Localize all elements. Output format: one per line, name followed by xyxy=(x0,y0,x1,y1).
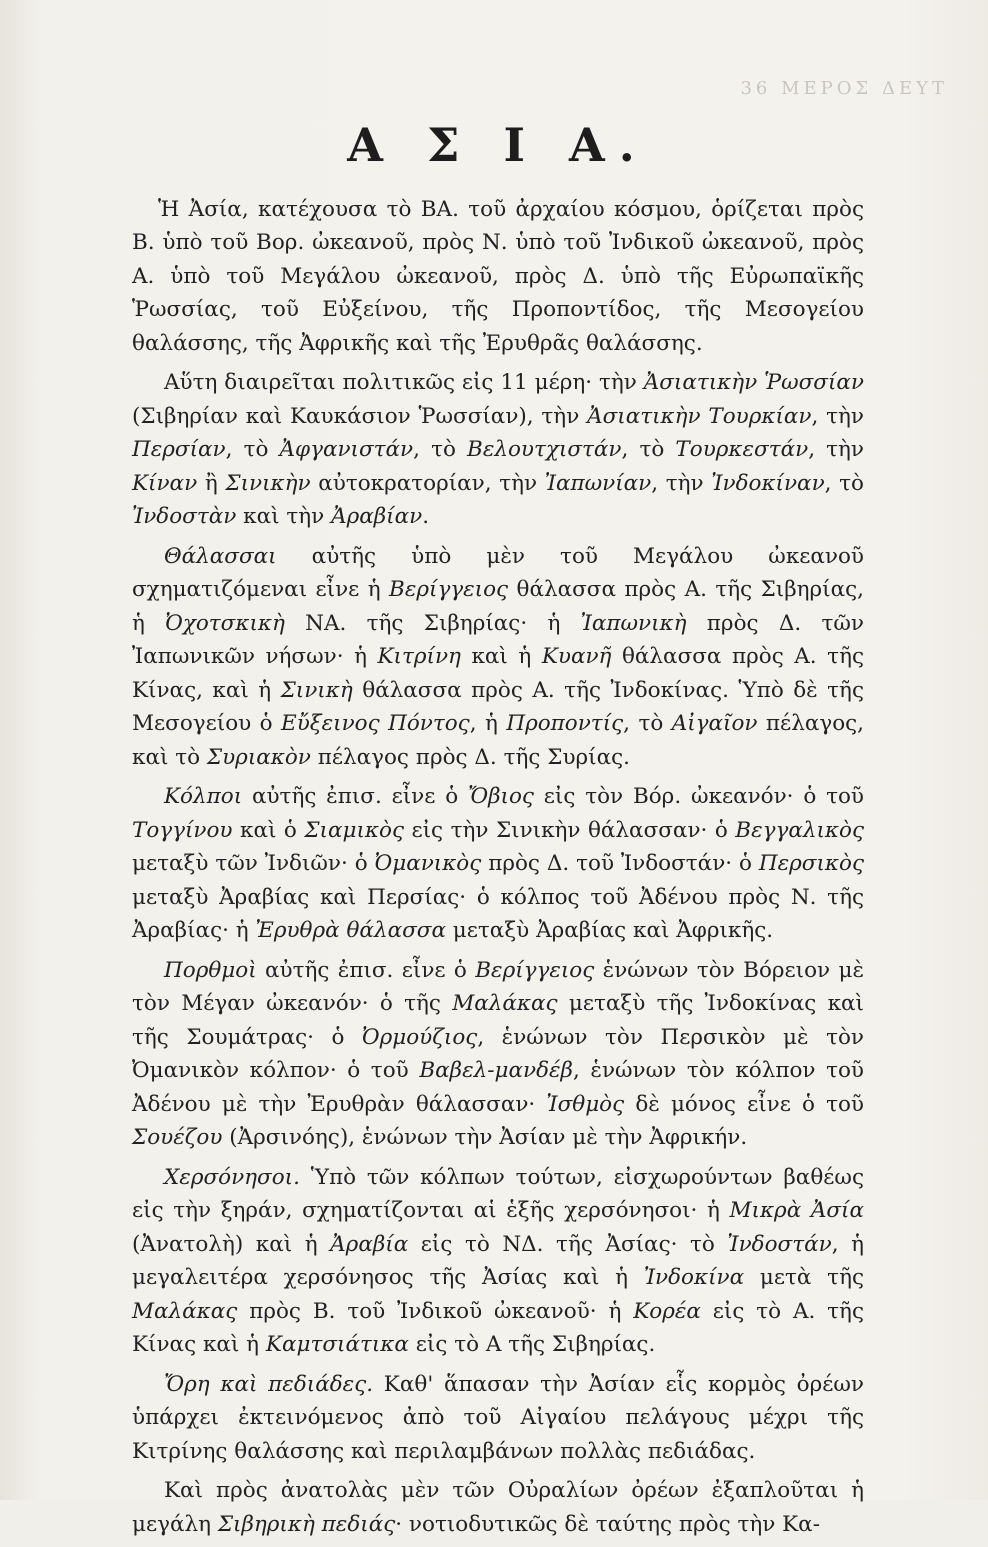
italic-term: Περσίαν xyxy=(132,437,226,463)
text-run: μεταξὺ τῶν Ἰνδιῶν· ὁ xyxy=(132,851,375,877)
text-run: , τὸ xyxy=(413,437,468,463)
italic-term: Αἰγαῖον xyxy=(671,711,758,737)
paragraph xyxy=(132,954,864,1155)
italic-term: Ὀμανικὸς xyxy=(374,851,482,877)
text-run: ἢ xyxy=(197,470,226,496)
italic-term: Ὄβιος xyxy=(467,784,534,810)
page-content xyxy=(132,120,864,1547)
italic-term: Ἰσθμὸς xyxy=(546,1091,625,1117)
paragraph xyxy=(132,780,864,948)
italic-term: Πορθμοὶ xyxy=(164,957,257,983)
text-run: δὲ μόνος εἶνε ὁ τοῦ xyxy=(624,1091,864,1117)
paragraph xyxy=(132,193,864,361)
text-run: , τὸ xyxy=(621,437,676,463)
paragraph xyxy=(132,366,864,534)
italic-term: Ὀχοτσκικὴ xyxy=(165,610,285,636)
text-run: . xyxy=(422,504,430,530)
text-run: Ἡ Ἀσία, κατέχουσα τὸ ΒΑ. τοῦ ἀρχαίου κόσμου, ὁρίζεται πρὸς Β. ὑπὸ τοῦ Βορ. ὠκεανοῦ, πρὸς Ν. ὑπὸ τοῦ Ἰνδικοῦ ὠκεανοῦ, πρὸς Α. ὑπὸ τοῦ Μεγάλου ὠκεανοῦ, πρὸς Δ. ὑπὸ τῆς Εὐρωπαϊκῆς Ῥωσσίας, τοῦ Εὐξείνου, τῆς Προποντίδος, τῆς Μεσογείου θαλάσσης, τῆς Ἀφρικῆς καὶ τῆς Ἐρυθρᾶς θαλάσσης. xyxy=(132,196,864,356)
text-run: μεταξὺ τῆς Ἰνδοκίνας καὶ τῆς Σουμάτρας· ὁ xyxy=(132,991,864,1050)
text-run: καὶ ὁ xyxy=(232,817,305,843)
text-run: , ἡ μεγαλειτέρα χερσόνησος τῆς Ἀσίας καὶ ἡ xyxy=(132,1231,864,1291)
text-run: (Ἀρσινόης), ἑνώνων τὴν Ἀσίαν μὲ τὴν Ἀφρικήν. xyxy=(222,1125,748,1151)
text-run: Ὑπὸ τῶν κόλπων τούτων, εἰσχωρούντων βαθέως εἰς τὴν ξηράν, σχηματίζονται αἱ ἑξῆς χερσόνησοι· ἡ xyxy=(132,1164,864,1224)
italic-term: Εὔξεινος Πόντος xyxy=(281,711,470,737)
text-run: θάλασσα πρὸς Α. τῆς Σιβηρίας, ἡ xyxy=(132,577,864,636)
italic-term: Περσικὸς xyxy=(758,851,864,877)
italic-term: Ἰαπωνίαν xyxy=(544,470,652,496)
italic-term: Καμτσιάτικα xyxy=(265,1332,409,1358)
text-run: πέλαγος, καὶ τὸ xyxy=(132,711,865,770)
text-run: , τὸ xyxy=(225,437,280,463)
italic-term: Ἀσιατικὴν Τουρκίαν xyxy=(587,403,812,429)
text-run: εἰς τὸ Α τῆς Σιβηρίας. xyxy=(408,1332,656,1358)
italic-term: Σινικὴν xyxy=(225,470,311,496)
text-run: καὶ ἡ xyxy=(460,644,542,670)
italic-term: Βαβελ-μανδέβ xyxy=(419,1058,573,1084)
italic-term: Σιαμικὸς xyxy=(304,817,404,843)
italic-term: Σιβηρικὴ πεδιάς xyxy=(217,1511,396,1537)
paragraph xyxy=(132,1368,864,1469)
show-through-text: 36 ΜΕΡΟΣ ΔΕΥΤ xyxy=(740,78,948,99)
italic-term: Ἀραβία xyxy=(330,1231,409,1257)
text-run: , τὴν xyxy=(811,403,864,429)
text-run: , ἡ xyxy=(469,711,507,737)
text-run: (Σιβηρίαν καὶ Καυκάσιον Ῥωσσίαν), τὴν xyxy=(132,403,588,429)
italic-term: Ἰαπωνικὴ xyxy=(580,610,687,636)
text-run: θάλασσα πρὸς Α. τῆς Κίνας, καὶ ἡ xyxy=(132,644,864,703)
italic-term: Βερίγγειος xyxy=(389,577,509,603)
text-run: · νοτιοδυτικῶς δὲ ταύτης πρὸς τὴν Κα- xyxy=(395,1511,820,1537)
italic-term: Σινικὴ xyxy=(280,677,353,703)
text-run: (Ἀνατολὴ) καὶ ἡ xyxy=(132,1231,331,1257)
italic-term: Ἰνδοκίνα xyxy=(643,1265,745,1291)
italic-term: Προποντίς xyxy=(506,711,624,737)
italic-term: Ἀφγανιστάν xyxy=(279,437,414,463)
italic-term: Ἀσιατικὴν Ῥωσσίαν xyxy=(643,370,864,396)
italic-term: Κορέα xyxy=(633,1298,701,1324)
text-run: εἰς τὸν Βόρ. ὠκεανόν· ὁ τοῦ xyxy=(533,784,865,810)
text-run: εἰς τὸ ΝΔ. τῆς Ἀσίας· τὸ xyxy=(408,1231,728,1257)
text-run: , ἑνώνων τὸν Περσικὸν μὲ τὸν Ὀμανικὸν κόλπον· ὁ τοῦ xyxy=(132,1024,864,1084)
italic-term: Ἰνδοκίναν xyxy=(711,470,825,496)
paragraph xyxy=(132,1474,864,1541)
italic-term: Ὄρη καὶ πεδιάδες. xyxy=(164,1371,374,1397)
text-run: καὶ τὴν xyxy=(236,504,332,530)
italic-term: Ὀρμούζιος xyxy=(361,1024,478,1050)
italic-term: Μαλάκας xyxy=(132,1298,238,1324)
text-run: πρὸς Δ. τοῦ Ἰνδοστάν· ὁ xyxy=(481,851,759,877)
text-run: αὐτῆς ἐπισ. εἶνε ὁ xyxy=(256,957,476,983)
text-run: Καὶ πρὸς ἀνατολὰς μὲν τῶν Οὐραλίων ὀρέων ἐξαπλοῦται ἡ μεγάλη xyxy=(132,1478,864,1537)
paragraph xyxy=(132,1161,864,1362)
italic-term: Βερίγγειος xyxy=(475,957,595,983)
text-run: εἰς τὴν Σινικὴν θάλασσαν· ὁ xyxy=(403,817,736,843)
italic-term: Μικρὰ Ἀσία xyxy=(729,1198,864,1224)
text-run: εἰς τὸ Α. τῆς Κίνας καὶ ἡ xyxy=(132,1298,864,1358)
italic-term: Κιτρίνη xyxy=(377,644,461,670)
italic-term: Χερσόνησοι. xyxy=(164,1164,300,1190)
text-run: μεταξὺ Ἀραβίας καὶ Περσίας· ὁ κόλπος τοῦ Ἀδένου πρὸς Ν. τῆς Ἀραβίας· ἡ xyxy=(132,884,864,944)
text-run: , τὸ xyxy=(824,470,864,496)
italic-term: Ἰνδοστάν xyxy=(727,1231,832,1257)
italic-term: Τουρκεστάν xyxy=(675,437,809,463)
text-run: , ἑνώνων τὸν κόλπον τοῦ Ἀδένου μὲ τὴν Ἐρυθρὰν θάλασσαν· xyxy=(132,1058,865,1117)
text-run: αὐτῆς ὑπὸ μὲν τοῦ Μεγάλου ὠκεανοῦ σχηματιζόμεναι εἶνε ἡ xyxy=(132,543,864,603)
italic-term: Ἰνδοστὰν xyxy=(132,504,237,530)
text-run: μετὰ τῆς xyxy=(744,1265,864,1291)
text-run: αὐτῆς ἐπισ. εἶνε ὁ xyxy=(242,784,468,810)
italic-term: Τογγίνου xyxy=(132,817,233,843)
italic-term: Κυανῆ xyxy=(541,644,612,670)
text-run: Καθ' ἅπασαν τὴν Ἀσίαν εἷς κορμὸς ὀρέων ὑπάρχει ἐκτεινόμενος ἀπὸ τοῦ Αἰγαίου πελάγους μέχρι τῆς Κιτρίνης θαλάσσης καὶ περιλαμβάνων πολλὰς πεδιάδας. xyxy=(132,1371,864,1464)
text-run: θάλασσα πρὸς Α. τῆς Ἰνδοκίνας. Ὑπὸ δὲ τῆς Μεσογείου ὁ xyxy=(132,677,864,737)
italic-term: Βελουτχιστάν xyxy=(467,437,622,463)
italic-term: Ἀραβίαν xyxy=(331,504,423,530)
text-run: πέλαγος πρὸς Δ. τῆς Συρίας. xyxy=(310,744,630,770)
paragraph xyxy=(132,540,864,775)
italic-term: Κίναν xyxy=(132,470,198,496)
text-run: ΝΑ. τῆς Σιβηρίας· ἡ xyxy=(284,610,581,636)
italic-term: Κόλποι xyxy=(164,784,243,810)
italic-term: Συριακὸν xyxy=(206,744,311,770)
text-run: αὐτοκρατορίαν, τὴν xyxy=(310,470,545,496)
italic-term: Ἐρυθρὰ θάλασσα xyxy=(255,918,446,944)
text-run: πρὸς Δ. τῶν Ἰαπωνικῶν νήσων· ἡ xyxy=(132,610,864,670)
italic-term: Σουέζου xyxy=(132,1125,223,1151)
italic-term: Βεγγαλικὸς xyxy=(735,817,864,843)
italic-term: Θάλασσαι xyxy=(164,543,277,569)
italic-term: Μαλάκας xyxy=(452,991,558,1017)
text-run: μεταξὺ Ἀραβίας καὶ Ἀφρικῆς. xyxy=(445,918,774,944)
text-run: , τὴν xyxy=(651,470,712,496)
text-run: ἑνώνων τὸν Βόρειον μὲ τὸν Μέγαν ὠκεανόν· ὁ τῆς xyxy=(132,957,864,1017)
text-run: , τὴν xyxy=(808,437,864,463)
page-title: Α Σ Ι Α. xyxy=(347,118,649,172)
text-run: , τὸ xyxy=(623,711,672,737)
text-run: Αὕτη διαιρεῖται πολιτικῶς εἰς 11 μέρη· τὴν xyxy=(164,370,644,396)
body-text xyxy=(132,193,864,1542)
text-run: πρὸς Β. τοῦ Ἰνδικοῦ ὠκεανοῦ· ἡ xyxy=(237,1298,634,1324)
